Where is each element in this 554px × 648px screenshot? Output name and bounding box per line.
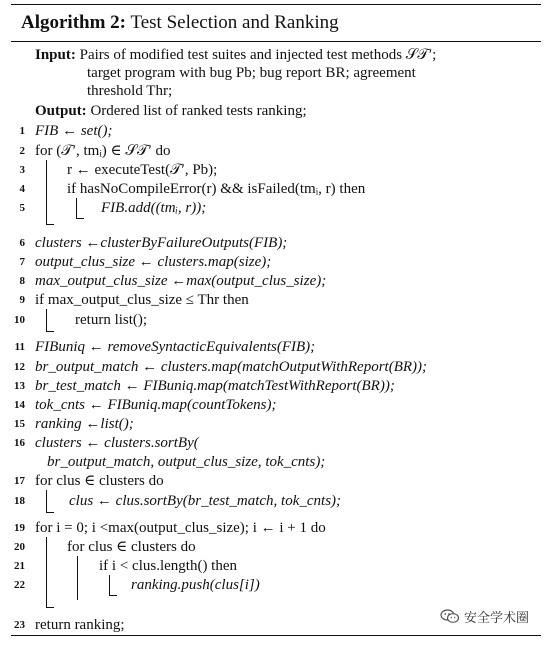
output-block — [35, 102, 307, 120]
line-text: if i < clus.length() then — [99, 558, 238, 574]
output-text: Ordered list of ranked tests ranking; — [90, 103, 307, 119]
input-line-1: Pairs of modified test suites and injected test methods 𝒮𝒯′; — [79, 47, 437, 63]
line-number: 17 — [14, 475, 25, 487]
line-number: 23 — [14, 619, 25, 631]
inner-if-block-bar — [109, 575, 110, 595]
for-clus-block-end — [46, 512, 54, 513]
if-thr-block-bar — [46, 309, 47, 331]
line-text: if hasNoCompileError(r) && isFailed(tmᵢ, r) then — [67, 181, 366, 197]
input-line-3: threshold Thr; — [87, 83, 173, 99]
line-text: if max_output_clus_size ≤ Thr then — [35, 292, 249, 308]
top-rule — [11, 4, 541, 5]
line-text: FIB ← set(); — [35, 123, 113, 139]
line-number: 13 — [14, 380, 25, 392]
line-number: 21 — [14, 560, 25, 572]
line-text: clusters ← clusters.sortBy( — [35, 435, 199, 451]
line-text: tok_cnts ← FIBuniq.map(countTokens); — [35, 397, 277, 413]
line-number: 6 — [19, 237, 25, 249]
inner-for-block-bar — [77, 556, 78, 600]
input-line-2: target program with bug Pb; bug report BR; agreement — [87, 65, 416, 81]
watermark — [440, 607, 529, 626]
if-block-end — [76, 218, 84, 219]
line-number: 12 — [14, 361, 25, 373]
line-number: 1 — [19, 125, 25, 137]
inner-if-block-end — [109, 595, 117, 596]
line-number: 4 — [19, 183, 25, 195]
line-text: clus ← clus.sortBy(br_test_match, tok_cnts); — [69, 493, 342, 509]
line-number: 3 — [19, 164, 25, 176]
input-keyword: Input: — [35, 47, 76, 63]
line-number: 19 — [14, 522, 25, 534]
line-text: ranking.push(clus[i]) — [131, 577, 260, 593]
line-text: r ← executeTest(𝒯′, Pb); — [67, 162, 218, 178]
line-number: 16 — [14, 437, 25, 449]
line-text: for clus ∈ clusters do — [35, 473, 164, 489]
line-number: 18 — [14, 495, 25, 507]
line-text: clusters ←clusterByFailureOutputs(FIB); — [35, 235, 288, 251]
line-number: 15 — [14, 418, 25, 430]
algorithm-title — [21, 12, 339, 34]
line-number: 10 — [14, 314, 25, 326]
line-text: for clus ∈ clusters do — [67, 539, 196, 555]
line-text: for (𝒯′, tmᵢ) ∈ 𝒮𝒯′ do — [35, 143, 171, 159]
title-rule — [11, 41, 541, 42]
line-text: FIBuniq ← removeSyntacticEquivalents(FIB); — [35, 339, 316, 355]
watermark-text: 安全学术圈 — [464, 611, 530, 626]
line-number: 5 — [19, 202, 25, 214]
line-number: 20 — [14, 541, 25, 553]
for-i-block-end — [46, 607, 54, 608]
line-text: output_clus_size ← clusters.map(size); — [35, 254, 272, 270]
line-number: 9 — [19, 294, 25, 306]
line-number: 22 — [14, 579, 25, 591]
wechat-icon — [440, 609, 460, 624]
line-text: FIB.add((tmᵢ, r)); — [101, 200, 207, 216]
line-number: 11 — [14, 341, 25, 353]
line-text: return list(); — [75, 312, 148, 328]
line-number: 14 — [14, 399, 25, 411]
algorithm-label: Algorithm 2: — [21, 12, 127, 33]
if-block-bar — [76, 198, 77, 218]
algorithm-name: Test Selection and Ranking — [130, 12, 339, 33]
for-clus-block-bar — [46, 490, 47, 512]
line-text: br_output_match ← clusters.map(matchOutputWithReport(BR)); — [35, 359, 428, 375]
line-text: return ranking; — [35, 617, 125, 633]
output-keyword: Output: — [35, 103, 87, 119]
line-text: for i = 0; i <max(output_clus_size); i ← i + 1 do — [35, 520, 326, 536]
if-thr-block-end — [46, 331, 54, 332]
line-number: 8 — [19, 275, 25, 287]
line-number: 7 — [19, 256, 25, 268]
for-i-block-bar — [46, 537, 47, 607]
line-text: br_output_match, output_clus_size, tok_cnts); — [47, 454, 326, 470]
bottom-rule — [11, 635, 541, 636]
algorithm-box — [11, 4, 541, 640]
line-text: max_output_clus_size ←max(output_clus_size); — [35, 273, 327, 289]
line-text: br_test_match ← FIBuniq.map(matchTestWithReport(BR)); — [35, 378, 395, 394]
for-block-bar — [46, 160, 47, 224]
line-text: ranking ←list(); — [35, 416, 134, 432]
line-number: 2 — [19, 145, 25, 157]
input-block — [35, 46, 436, 64]
for-block-end — [46, 224, 54, 225]
